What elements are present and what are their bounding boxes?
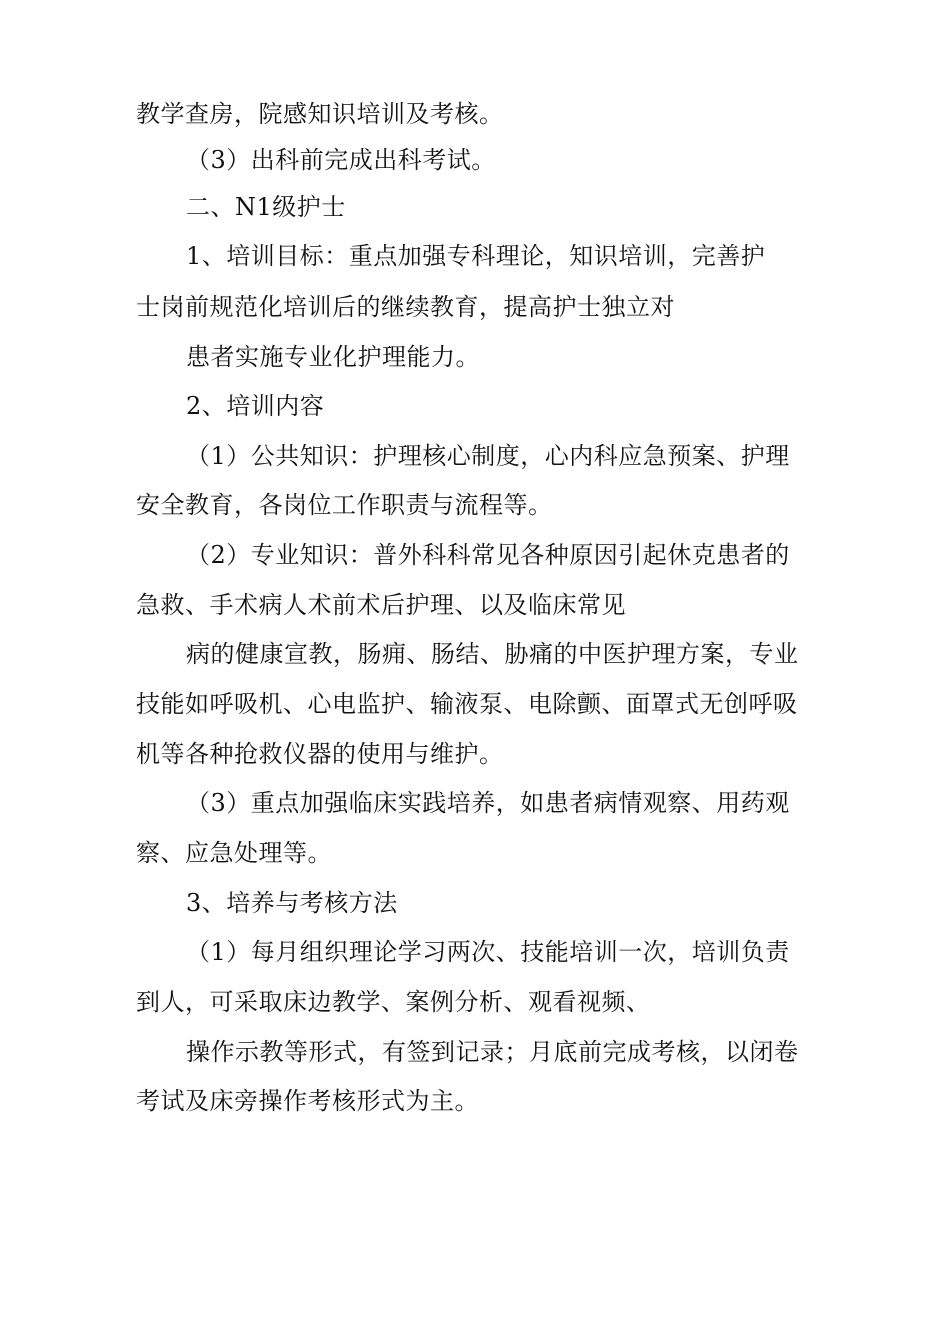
text-line-14: 机等各种抢救仪器的使用与维护。 xyxy=(136,740,504,768)
text-line-11: 急救、手术病人术前术后护理、以及临床常见 xyxy=(136,591,626,619)
text-line-8: （1）公共知识：护理核心制度，心内科应急预案、护理 xyxy=(186,442,790,470)
text-line-6: 患者实施专业化护理能力。 xyxy=(186,343,480,371)
text-line-18: （1）每月组织理论学习两次、技能培训一次，培训负责 xyxy=(186,938,790,966)
text-line-4: 1、培训目标：重点加强专科理论，知识培训，完善护 xyxy=(186,242,766,270)
text-line-7: 2、培训内容 xyxy=(186,392,325,420)
text-line-1: 教学查房，院感知识培训及考核。 xyxy=(136,100,504,128)
text-line-9: 安全教育，各岗位工作职责与流程等。 xyxy=(136,491,553,519)
text-line-10: （2）专业知识：普外科科常见各种原因引起休克患者的 xyxy=(186,541,790,569)
text-line-12: 病的健康宣教，肠痈、肠结、胁痛的中医护理方案，专业 xyxy=(186,640,799,668)
text-line-2: （3）出科前完成出科考试。 xyxy=(186,146,496,174)
text-line-16: 察、应急处理等。 xyxy=(136,839,332,867)
text-line-13: 技能如呼吸机、心电监护、输液泵、电除颤、面罩式无创呼吸 xyxy=(136,690,798,718)
text-line-17: 3、培养与考核方法 xyxy=(186,889,398,917)
text-line-15: （3）重点加强临床实践培养，如患者病情观察、用药观 xyxy=(186,789,790,817)
text-line-19: 到人，可采取床边教学、案例分析、观看视频、 xyxy=(136,988,651,1016)
text-line-20: 操作示教等形式，有签到记录；月底前完成考核，以闭卷 xyxy=(186,1038,799,1066)
text-line-21: 考试及床旁操作考核形式为主。 xyxy=(136,1087,479,1115)
text-line-5: 士岗前规范化培训后的继续教育，提高护士独立对 xyxy=(136,293,675,321)
section-heading-n1: 二、N1级护士 xyxy=(186,193,346,221)
